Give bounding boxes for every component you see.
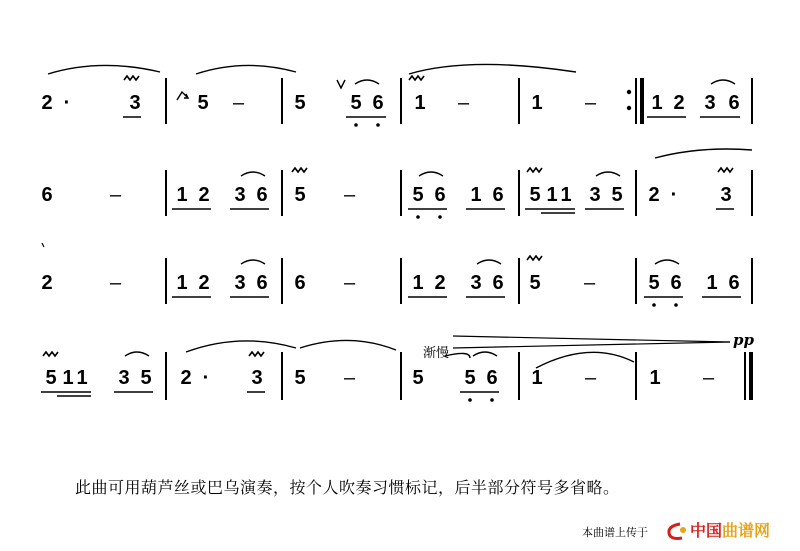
note: 6	[294, 272, 306, 294]
note: 5	[294, 184, 306, 206]
note: 6	[41, 184, 53, 206]
note: 3	[720, 184, 732, 206]
note: 1	[76, 367, 88, 389]
upload-label: 本曲谱上传于	[582, 526, 648, 539]
note: 1	[651, 92, 663, 114]
note: 1	[706, 272, 718, 294]
note: 3	[251, 367, 263, 389]
note: 1	[62, 367, 74, 389]
note: 6	[434, 184, 446, 206]
note: 1	[546, 184, 558, 206]
sustain-dash: –	[344, 184, 356, 206]
tick-mark	[42, 243, 44, 247]
performance-note: 此曲可用葫芦丝或巴乌演奏，按个人吹奏习惯标记，后半部分符号多省略。	[75, 478, 620, 497]
note: 5	[45, 367, 57, 389]
diminuendo-hairpin	[453, 336, 730, 348]
note: 5	[350, 92, 362, 114]
sustain-dash: –	[703, 367, 715, 389]
note: 6	[492, 272, 504, 294]
note: 1	[412, 272, 424, 294]
ornament-marks	[43, 76, 733, 356]
breath-mark	[337, 80, 345, 88]
note: 1	[414, 92, 426, 114]
note: ·	[670, 184, 678, 206]
note: 1	[560, 184, 572, 206]
sustain-dash: –	[110, 184, 122, 206]
note: 5	[648, 272, 660, 294]
note: 5	[197, 92, 209, 114]
note: 5	[611, 184, 623, 206]
sustain-dash: –	[458, 92, 470, 114]
note: 5	[294, 92, 306, 114]
note: 5	[412, 184, 424, 206]
sustain-dash: –	[344, 272, 356, 294]
sustain-dash: –	[233, 92, 245, 114]
note: 3	[118, 367, 130, 389]
site-name-part-1: 中国	[690, 521, 723, 540]
note: 1	[649, 367, 661, 389]
note: 6	[728, 272, 740, 294]
sustain-dash: –	[584, 272, 596, 294]
note: 5	[412, 367, 424, 389]
note: 1	[470, 184, 482, 206]
note: 3	[234, 272, 246, 294]
site-name-part-2: 曲谱网	[722, 521, 771, 540]
note: 2	[648, 184, 660, 206]
note: 5	[529, 272, 541, 294]
site-logo-icon	[669, 524, 686, 538]
note: 5	[140, 367, 152, 389]
note: 3	[589, 184, 601, 206]
note: 3	[234, 184, 246, 206]
barlines	[166, 78, 752, 400]
note: 5	[464, 367, 476, 389]
tempo-marking: 渐慢	[423, 346, 450, 361]
note: 3	[129, 92, 141, 114]
note: 3	[470, 272, 482, 294]
note: ·	[63, 92, 71, 114]
note: 1	[531, 92, 543, 114]
note: 6	[486, 367, 498, 389]
repeat-sign	[627, 90, 631, 110]
note: 6	[670, 272, 682, 294]
note: ·	[202, 367, 210, 389]
note: 2	[41, 92, 53, 114]
note: 1	[176, 272, 188, 294]
note: 1	[531, 367, 543, 389]
dynamic-marking: pp	[733, 331, 754, 349]
note: 6	[728, 92, 740, 114]
note: 2	[434, 272, 446, 294]
sustain-dash: –	[585, 92, 597, 114]
note: 2	[41, 272, 53, 294]
note: 2	[673, 92, 685, 114]
note: 5	[529, 184, 541, 206]
note: 6	[256, 272, 268, 294]
sustain-dash: –	[585, 367, 597, 389]
note: 6	[372, 92, 384, 114]
note: 2	[198, 184, 210, 206]
site-name[interactable]	[690, 518, 770, 541]
note: 5	[294, 367, 306, 389]
grace-arrow	[177, 92, 188, 100]
note: 1	[176, 184, 188, 206]
note: 2	[198, 272, 210, 294]
sustain-dash: –	[344, 367, 356, 389]
sustain-dash: –	[110, 272, 122, 294]
note: 6	[256, 184, 268, 206]
note: 2	[180, 367, 192, 389]
note: 3	[704, 92, 716, 114]
note: 6	[492, 184, 504, 206]
